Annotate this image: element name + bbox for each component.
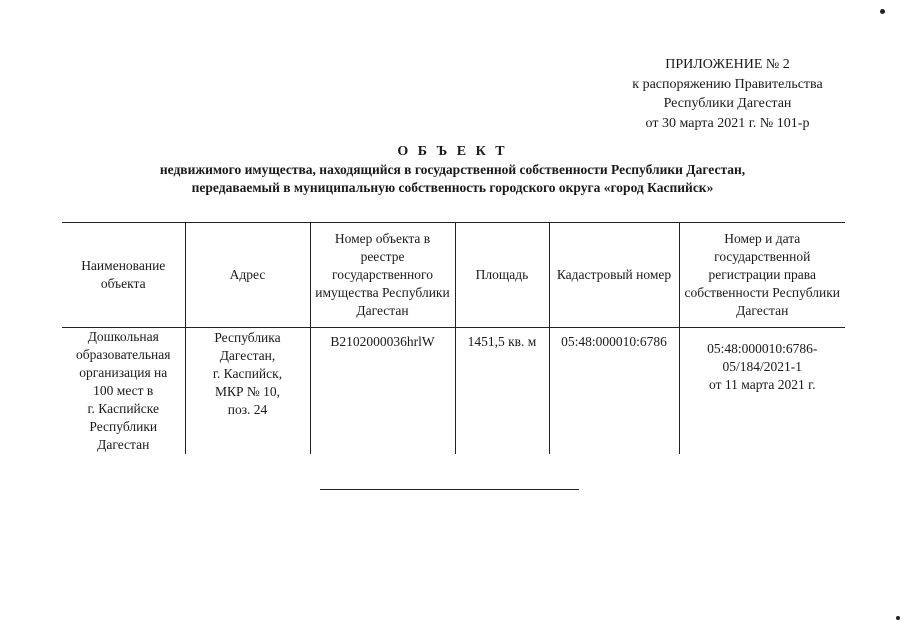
cell-line: Республики [89,419,158,434]
cell-line: образовательная [76,347,171,362]
table-row [62,328,845,455]
appendix-line: от 30 марта 2021 г. № 101-р [645,115,810,131]
cell-registration [679,328,845,455]
title-main: О Б Ъ Е К Т [397,144,508,159]
closing-line [320,489,579,490]
appendix-line: ПРИЛОЖЕНИЕ № 2 [665,57,790,72]
cell-line: 05/184/2021-1 [722,359,802,374]
title-line: передаваемый в муниципальную собственность городского округа «город Каспийск» [191,180,714,195]
appendix-header [600,55,855,133]
cell-line: организация на [79,365,168,380]
cell-cadastral-number: 05:48:000010:6786 [549,328,679,455]
scan-speck [896,616,900,620]
cell-area: 1451,5 кв. м [455,328,549,455]
cell-line: Дагестан [97,437,150,452]
cell-line: г. Каспийск, [212,366,283,381]
appendix-line: Республики Дагестан [663,96,792,111]
column-header-area: Площадь [455,223,549,328]
cell-line: поз. 24 [227,402,268,417]
property-table [62,222,845,454]
cell-registry-number: В2102000036hrlW [310,328,455,455]
column-header-registration: Номер и дата государственной регистрации права собственности Республики Дагестан [679,223,845,328]
cell-name [62,328,185,455]
cell-line: 05:48:000010:6786- [707,341,818,356]
table-header-row [62,223,845,328]
cell-line: 100 мест в [93,383,154,398]
cell-address [185,328,310,455]
column-header-address: Адрес [185,223,310,328]
cell-line: Дошкольная [87,329,159,344]
cell-line: г. Каспийске [87,401,159,416]
cell-line: от 11 марта 2021 г. [709,377,816,392]
document-title [60,143,845,197]
column-header-cadastral-number: Кадастровый номер [549,223,679,328]
cell-line: Республика [214,330,281,345]
title-line: недвижимого имущества, находящийся в государственной собственности Республики Дагестан, [159,162,746,177]
cell-line: МКР № 10, [214,384,281,399]
column-header-registry-number: Номер объекта в реестре государственного имущества Республики Дагестан [310,223,455,328]
cell-line: Дагестан, [219,348,276,363]
scan-speck [880,9,885,14]
column-header-name: Наименование объекта [62,223,185,328]
appendix-line: к распоряжению Правительства [632,76,823,92]
